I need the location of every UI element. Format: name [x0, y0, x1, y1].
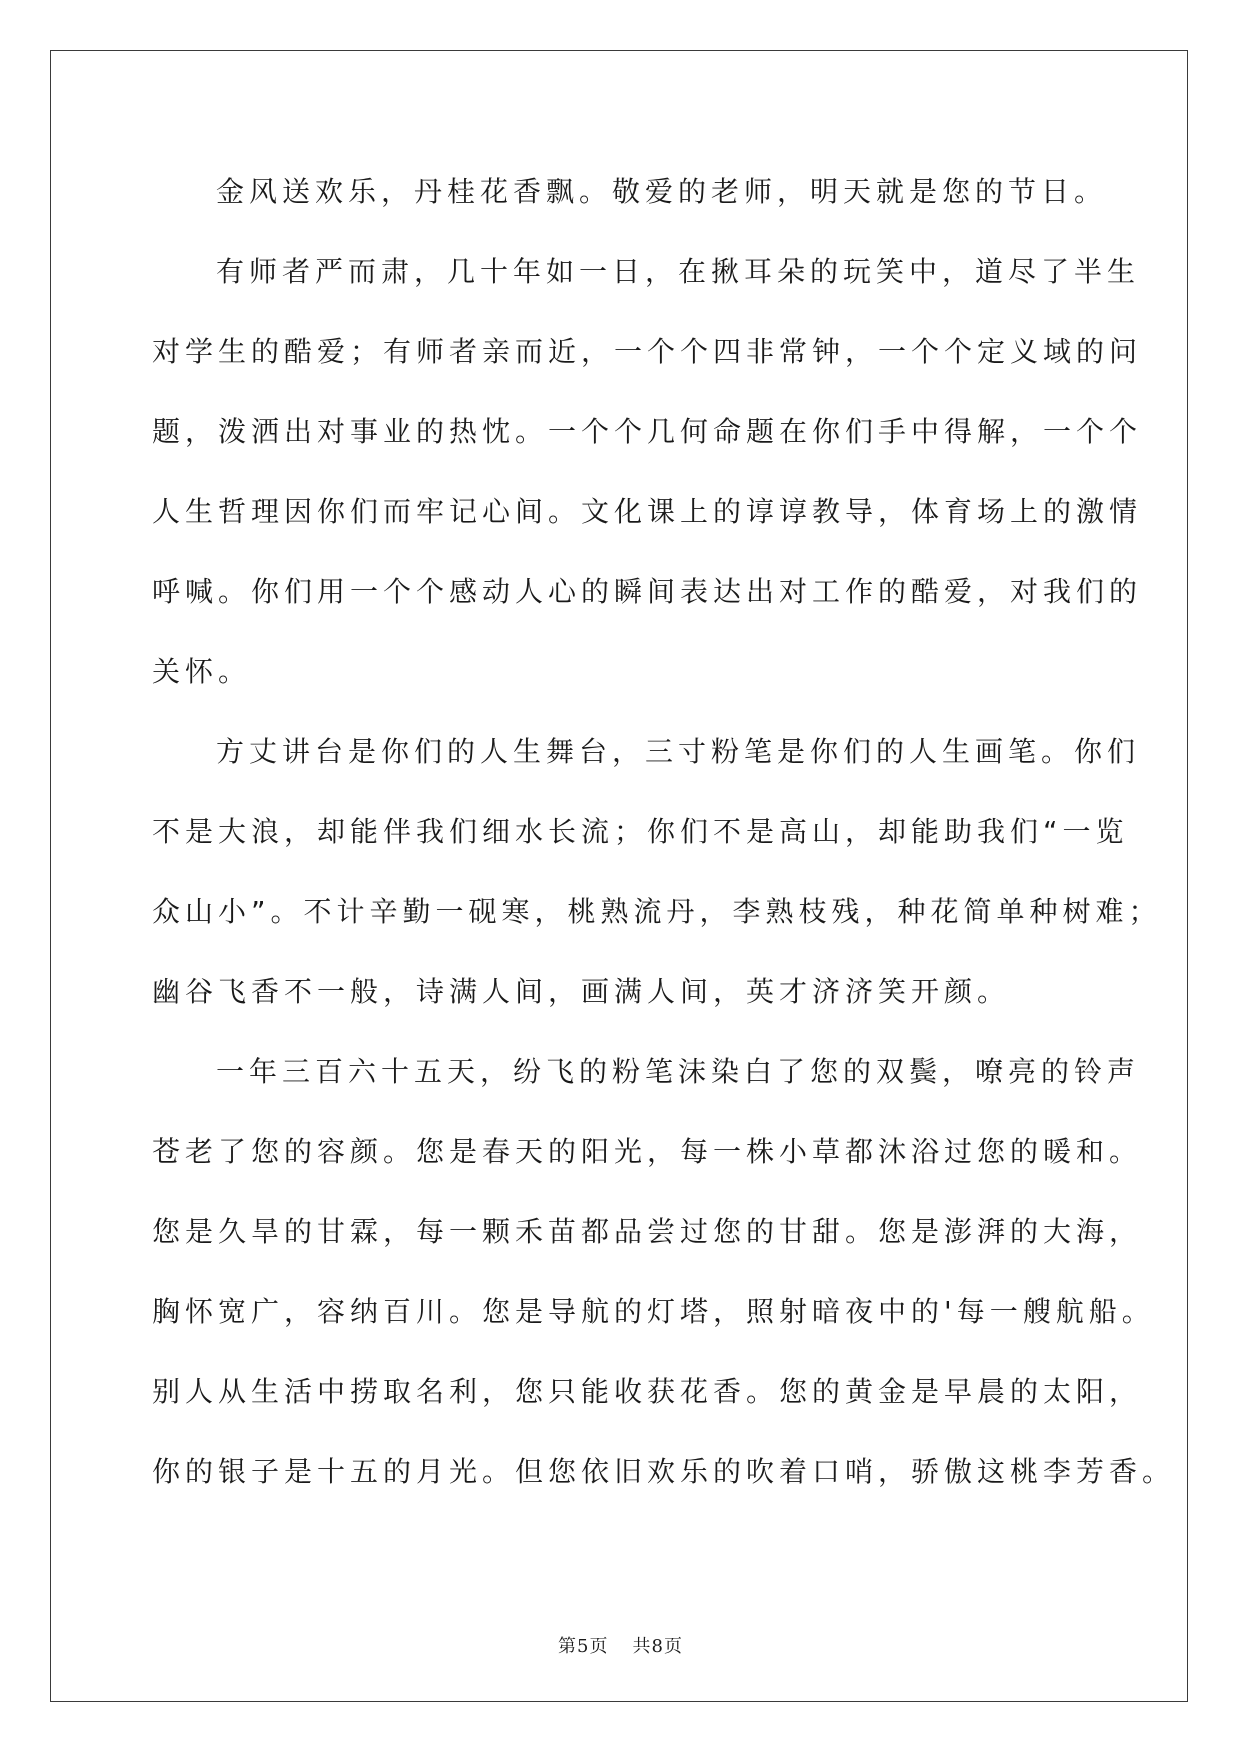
- text-line: 金风送欢乐，丹桂花香飘。敬爱的老师，明天就是您的节日。: [216, 175, 1108, 208]
- text-line: 人生哲理因你们而牢记心间。文化课上的谆谆教导，体育场上的激情: [152, 495, 1143, 528]
- text-line: 呼喊。你们用一个个感动人心的瞬间表达出对工作的酷爱，对我们的: [152, 575, 1143, 608]
- text-line: 众山小”。不计辛勤一砚寒，桃熟流丹，李熟枝残，种花简单种树难；: [152, 895, 1162, 928]
- text-line: 方丈讲台是你们的人生舞台，三寸粉笔是你们的人生画笔。你们: [216, 735, 1141, 768]
- text-line: 有师者严而肃，几十年如一日，在揪耳朵的玩笑中，道尽了半生: [216, 255, 1141, 288]
- document-body: [152, 152, 1176, 1512]
- paragraph-2: [152, 232, 1143, 712]
- text-line: 苍老了您的容颜。您是春天的阳光，每一株小草都沐浴过您的暖和。: [152, 1135, 1143, 1168]
- text-line: 对学生的酷爱；有师者亲而近，一个个四非常钟，一个个定义域的问: [152, 335, 1143, 368]
- text-line: 别人从生活中捞取名利，您只能收获花香。您的黄金是早晨的太阳，: [152, 1375, 1143, 1408]
- paragraph-1: [152, 152, 1108, 232]
- text-line: 一年三百六十五天，纷飞的粉笔沫染白了您的双鬓，嘹亮的铃声: [216, 1055, 1141, 1088]
- page-footer: [0, 1632, 1241, 1658]
- paragraph-4: [152, 1032, 1176, 1512]
- text-line: 题，泼洒出对事业的热忱。一个个几何命题在你们手中得解，一个个: [152, 415, 1143, 448]
- text-line: 关怀。: [152, 655, 252, 688]
- page-total: 共8页: [632, 1636, 683, 1657]
- text-line: 您是久旱的甘霖，每一颗禾苗都品尝过您的甘甜。您是澎湃的大海，: [152, 1215, 1143, 1248]
- text-line: 不是大浪，却能伴我们细水长流；你们不是高山，却能助我们“一览: [152, 815, 1129, 848]
- page-number: 第5页: [558, 1636, 609, 1657]
- text-line: 胸怀宽广，容纳百川。您是导航的灯塔，照射暗夜中的'每一艘航船。: [152, 1295, 1155, 1328]
- paragraph-3: [152, 712, 1162, 1032]
- text-line: 你的银子是十五的月光。但您依旧欢乐的吹着口哨，骄傲这桃李芳香。: [152, 1455, 1176, 1488]
- text-line: 幽谷飞香不一般，诗满人间，画满人间，英才济济笑开颜。: [152, 975, 1011, 1008]
